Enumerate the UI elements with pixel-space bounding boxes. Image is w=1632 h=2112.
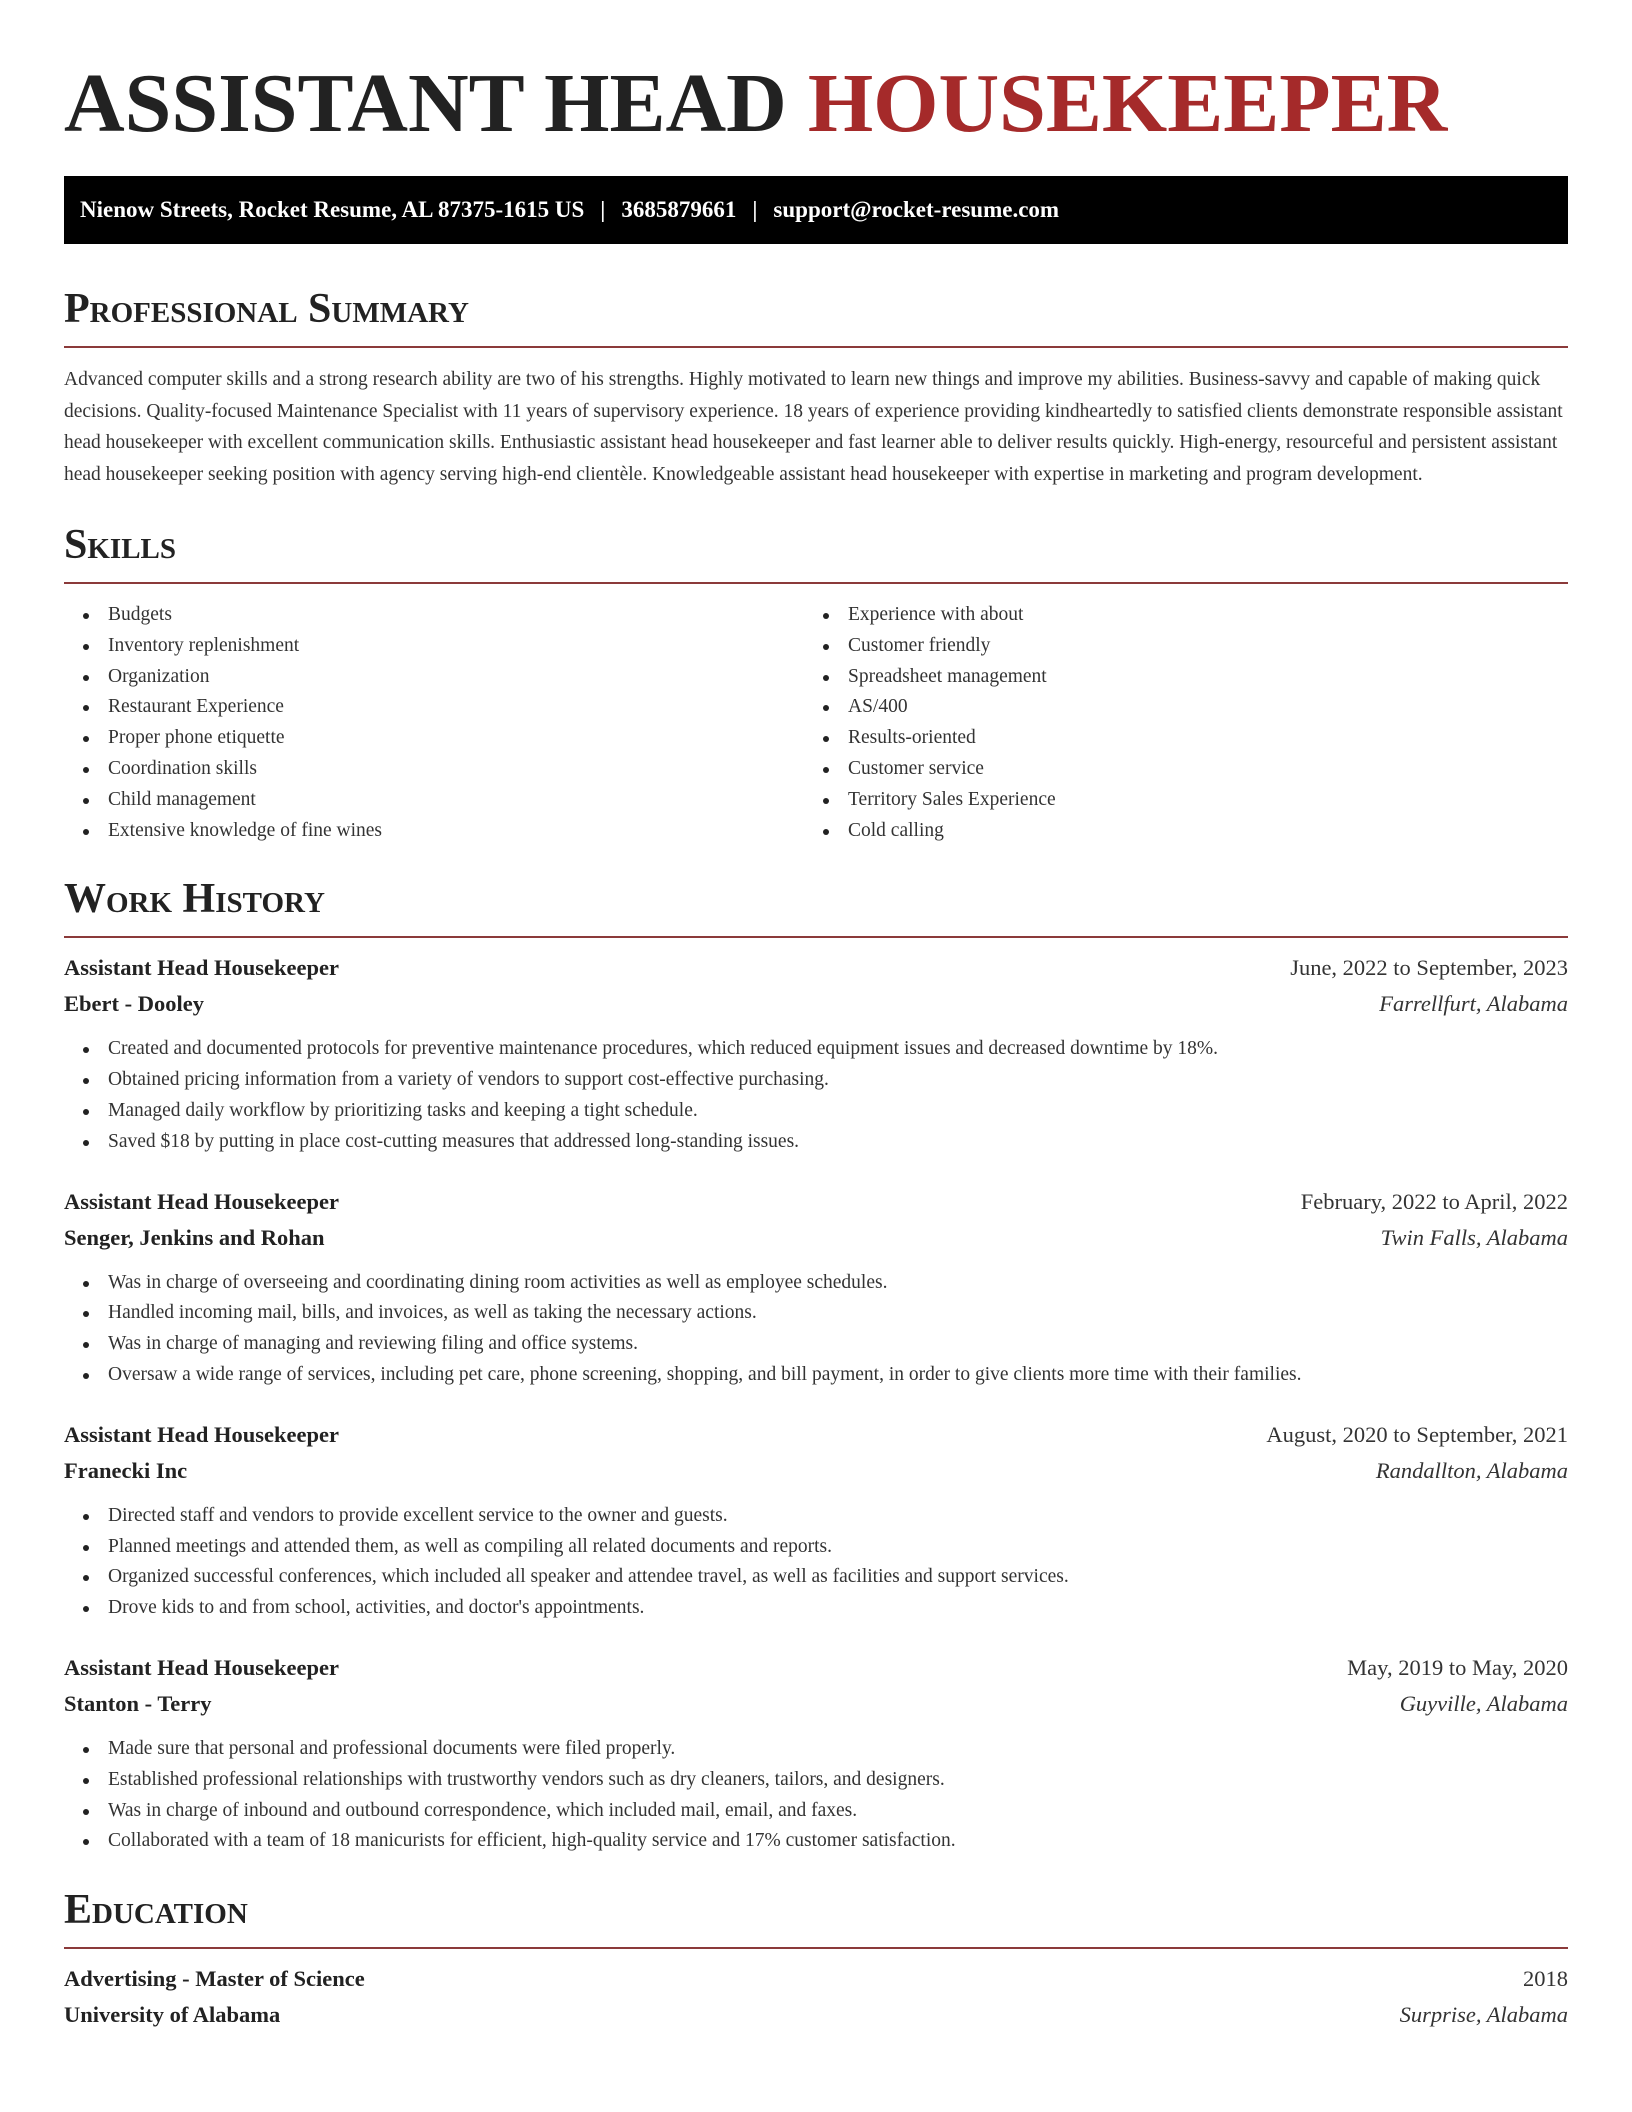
- job-bullet: Was in charge of overseeing and coordinating dining room activities as well as employee schedules.: [108, 1268, 1568, 1299]
- job-location: Guyville, Alabama: [1399, 1690, 1568, 1716]
- job-bullet: Made sure that personal and professional documents were filed properly.: [108, 1734, 1568, 1765]
- job-company: Ebert - Dooley: [64, 991, 204, 1017]
- job-bullet: Handled incoming mail, bills, and invoices, as well as taking the necessary actions.: [108, 1298, 1568, 1329]
- skill-item: Customer service: [848, 754, 1544, 785]
- summary-heading: Professional Summary: [64, 286, 469, 332]
- job-bullets: [64, 1501, 1568, 1624]
- skill-item: AS/400: [848, 692, 1544, 723]
- job-bullets: [64, 1034, 1568, 1157]
- job-bullets: [64, 1268, 1568, 1391]
- job-title: Assistant Head Housekeeper: [64, 955, 339, 981]
- contact-separator: |: [752, 197, 758, 222]
- skill-item: Budgets: [108, 600, 804, 631]
- job-company: Franecki Inc: [64, 1457, 188, 1483]
- job-company: Senger, Jenkins and Rohan: [64, 1224, 325, 1250]
- title-main: ASSISTANT HEAD: [64, 57, 787, 150]
- job-bullet: Drove kids to and from school, activities, and doctor's appointments.: [108, 1593, 1568, 1624]
- work-heading: Work History: [64, 876, 325, 923]
- job-bullet: Obtained pricing information from a variety of vendors to support cost-effective purchasing.: [108, 1065, 1568, 1096]
- job-location: Randallton, Alabama: [1375, 1457, 1568, 1483]
- resume-title: [64, 0, 1568, 176]
- job-bullet: Oversaw a wide range of services, including pet care, phone screening, shopping, and bill payment, in order to give clients more time with their families.: [108, 1360, 1568, 1391]
- skill-item: Results-oriented: [848, 723, 1544, 754]
- job-entry: [64, 1650, 1568, 1857]
- education-heading: Education: [64, 1887, 248, 1934]
- skill-item: Organization: [108, 662, 804, 693]
- contact-bar: [64, 176, 1568, 244]
- job-title: Assistant Head Housekeeper: [64, 1421, 339, 1447]
- contact-phone: 3685879661: [621, 197, 737, 222]
- job-dates: May, 2019 to May, 2020: [1347, 1654, 1568, 1680]
- job-location: Farrellfurt, Alabama: [1379, 991, 1568, 1017]
- skill-item: Spreadsheet management: [848, 662, 1544, 693]
- skills-heading: Skills: [64, 522, 177, 568]
- job-entry: [64, 1184, 1568, 1391]
- summary-text: Advanced computer skills and a strong research ability are two of his strengths. Highly motivated to learn new things and improve my abilities. Business-savvy and capable of making quick decisions. Quality-focused Maintenance Specialist with 11 years of supervisory experience. 18 years of experience providing kindheartedly to satisfied clients demonstrate responsible assistant head housekeeper with excellent communication skills. Enthusiastic assistant head housekeeper and fast learner able to deliver results quickly. High-energy, resourceful and persistent assistant head housekeeper seeking position with agency serving high-end clientèle. Knowledgeable assistant head housekeeper with expertise in marketing and program development.: [64, 369, 1563, 485]
- job-bullets: [64, 1734, 1568, 1857]
- skills-column-left: [64, 600, 804, 846]
- job-bullet: Was in charge of inbound and outbound correspondence, which included mail, email, and faxes.: [108, 1796, 1568, 1827]
- education-degree: Advertising - Master of Science: [64, 1966, 365, 1992]
- contact-address: Nienow Streets, Rocket Resume, AL 87375-1615 US: [80, 197, 585, 222]
- job-entry: [64, 950, 1568, 1157]
- skill-item: Extensive knowledge of fine wines: [108, 816, 804, 847]
- title-accent: HOUSEKEEPER: [807, 57, 1448, 150]
- job-entry: [64, 1417, 1568, 1624]
- skill-item: Inventory replenishment: [108, 631, 804, 662]
- contact-email: support@rocket-resume.com: [773, 197, 1060, 222]
- contact-separator: |: [600, 197, 606, 222]
- job-bullet: Managed daily workflow by prioritizing tasks and keeping a tight schedule.: [108, 1096, 1568, 1127]
- job-bullet: Saved $18 by putting in place cost-cutting measures that addressed long-standing issues.: [108, 1127, 1568, 1158]
- job-title: Assistant Head Housekeeper: [64, 1188, 339, 1214]
- job-bullet: Created and documented protocols for preventive maintenance procedures, which reduced equipment issues and decreased downtime by 18%.: [108, 1034, 1568, 1065]
- skills-column-right: [804, 600, 1544, 846]
- job-dates: February, 2022 to April, 2022: [1300, 1188, 1568, 1214]
- skill-item: Coordination skills: [108, 754, 804, 785]
- skill-item: Experience with about: [848, 600, 1544, 631]
- job-title: Assistant Head Housekeeper: [64, 1654, 339, 1680]
- job-bullet: Organized successful conferences, which included all speaker and attendee travel, as well as facilities and support services.: [108, 1562, 1568, 1593]
- skill-item: Customer friendly: [848, 631, 1544, 662]
- job-company: Stanton - Terry: [64, 1690, 212, 1716]
- job-location: Twin Falls, Alabama: [1380, 1224, 1568, 1250]
- skill-item: Cold calling: [848, 816, 1544, 847]
- education-entry: [64, 1961, 1568, 2033]
- job-bullet: Established professional relationships with trustworthy vendors such as dry cleaners, tailors, and designers.: [108, 1765, 1568, 1796]
- skill-item: Restaurant Experience: [108, 692, 804, 723]
- job-dates: August, 2020 to September, 2021: [1266, 1421, 1568, 1447]
- education-year: 2018: [1523, 1966, 1568, 1992]
- job-bullet: Directed staff and vendors to provide excellent service to the owner and guests.: [108, 1501, 1568, 1532]
- job-dates: June, 2022 to September, 2023: [1290, 955, 1568, 981]
- education-location: Surprise, Alabama: [1399, 2002, 1568, 2028]
- job-bullet: Planned meetings and attended them, as well as compiling all related documents and reports.: [108, 1532, 1568, 1563]
- job-bullet: Collaborated with a team of 18 manicurists for efficient, high-quality service and 17% customer satisfaction.: [108, 1826, 1568, 1857]
- education-school: University of Alabama: [64, 2002, 281, 2028]
- skills-list: [64, 600, 1568, 846]
- skill-item: Child management: [108, 785, 804, 816]
- skill-item: Proper phone etiquette: [108, 723, 804, 754]
- skill-item: Territory Sales Experience: [848, 785, 1544, 816]
- job-bullet: Was in charge of managing and reviewing filing and office systems.: [108, 1329, 1568, 1360]
